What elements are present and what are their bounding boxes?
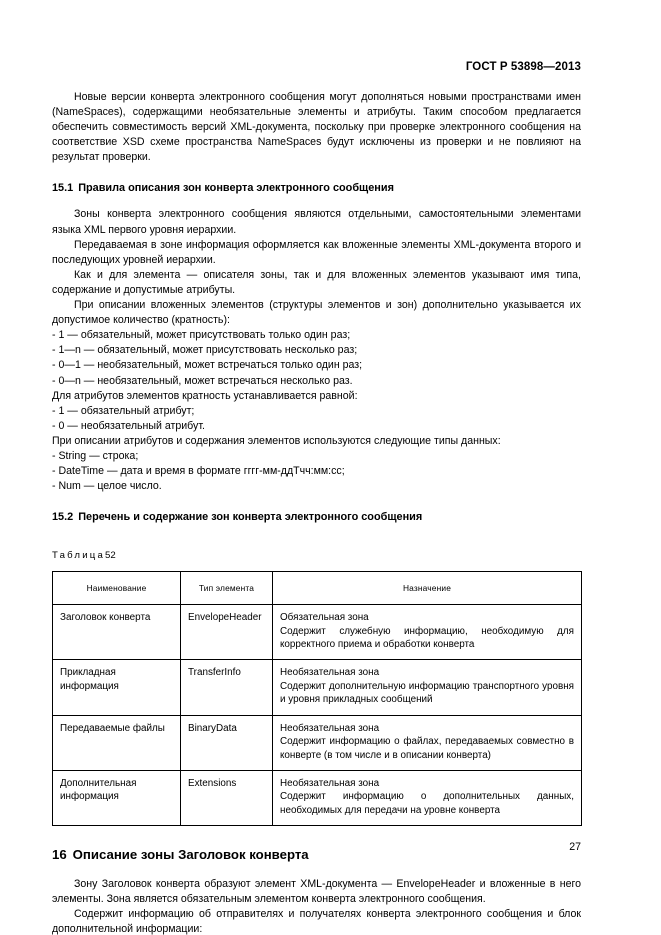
- page-body: [52, 90, 581, 935]
- cell-type: Extensions: [181, 770, 273, 825]
- section-16-paragraph-2: Содержит информацию об отправителях и получателях конверта электронного сообщения и блок дополнительной информации:: [52, 908, 581, 935]
- section-16-number: 16: [52, 847, 67, 863]
- table-row: [53, 770, 582, 825]
- cell-purpose: [273, 715, 582, 770]
- cell-purpose-line1: Необязательная зона: [280, 667, 380, 679]
- table-caption-label: Таблица: [52, 550, 106, 562]
- section-15-1-heading: [52, 181, 581, 196]
- table-row: [53, 605, 582, 660]
- table-row: [53, 660, 582, 715]
- cell-type: EnvelopeHeader: [181, 605, 273, 660]
- table-header-row: [53, 572, 582, 605]
- section-15-1-title: Правила описания зон конверта электронного сообщения: [78, 182, 394, 195]
- datatype-item-1: - String — строка;: [52, 449, 139, 462]
- cell-purpose: [273, 770, 582, 825]
- section-15-1-paragraph-4: При описании вложенных элементов (структуры элементов и зон) дополнительно указывается их допустимое количество (кратность):: [52, 299, 581, 327]
- running-header: ГОСТ Р 53898—2013: [465, 61, 581, 73]
- column-header-type: Тип элемента: [181, 572, 273, 605]
- cell-name: Прикладная информация: [53, 660, 181, 715]
- cell-name: Дополнительная информация: [53, 770, 181, 825]
- cell-purpose-line1: Необязательная зона: [280, 777, 380, 789]
- datatypes-lead-text: При описании атрибутов и содержания элементов используются следующие типы данных:: [52, 434, 501, 447]
- section-15-2-heading: [52, 510, 581, 525]
- multiplicity-item-1: - 1 — обязательный, может присутствовать только один раз;: [52, 329, 351, 342]
- section-16-paragraph-1: Зону Заголовок конверта образуют элемент XML-документа — EnvelopeHeader и вложенные в него элементы. Зона является обязательным элементом конверта электронного сообщения.: [52, 878, 581, 906]
- multiplicity-item-3: - 0—1 — необязательный, может встречаться только один раз;: [52, 359, 363, 372]
- cell-purpose-line2: Содержит информацию о файлах, передаваемых совместно в конверте (в том числе и в описании конверта): [280, 736, 574, 761]
- cell-type: TransferInfo: [181, 660, 273, 715]
- section-16-title: Описание зоны Заголовок конверта: [72, 847, 309, 863]
- attribute-item-1: - 1 — обязательный атрибут;: [52, 404, 195, 417]
- page-number: 27: [569, 841, 581, 853]
- table-caption-number: 52: [105, 550, 116, 562]
- cell-purpose-line2: Содержит служебную информацию, необходимую для корректного приема и обработки конверта: [280, 625, 574, 651]
- datatype-item-3: - Num — целое число.: [52, 480, 162, 493]
- section-15-1-number: 15.1: [52, 182, 74, 195]
- cell-purpose: [273, 660, 582, 715]
- section-15-1-paragraph-2: Передаваемая в зоне информация оформляется как вложенные элементы XML-документа второго и последующих уровней иерархии.: [52, 238, 581, 266]
- column-header-purpose: Назначение: [273, 572, 582, 605]
- multiplicity-item-4: - 0—n — необязательный, может встречаться несколько раз.: [52, 374, 353, 387]
- datatype-item-2: - DateTime — дата и время в формате гггг-мм-ддTчч:мм:сс;: [52, 465, 345, 478]
- table-row: [53, 715, 582, 770]
- column-header-name: Наименование: [53, 572, 181, 605]
- attribute-item-2: - 0 — необязательный атрибут.: [52, 419, 205, 432]
- zones-table: [52, 571, 582, 826]
- cell-type: BinaryData: [181, 715, 273, 770]
- section-15-2-number: 15.2: [52, 511, 74, 524]
- cell-purpose-line1: Обязательная зона: [280, 612, 369, 624]
- table-caption: [52, 549, 581, 562]
- intro-paragraph: Новые версии конверта электронного сообщения могут дополняться новыми пространствами имен (NameSpaces), содержащими необязательные элементы и атрибуты. Таким способом предлагается обеспечить совместимость версий XML-документа, поскольку при проверке электронного сообщения на соответствие XSD схеме пространства NameSpaces будут исключены из проверки и не повлияют на результат проверки.: [52, 91, 581, 164]
- cell-purpose-line2: Содержит дополнительную информацию транспортного уровня и уровня прикладных сообщений: [280, 680, 574, 706]
- attributes-lead-text: Для атрибутов элементов кратность устанавливается равной:: [52, 389, 358, 402]
- section-15-2-title: Перечень и содержание зон конверта электронного сообщения: [78, 511, 423, 524]
- section-15-1-paragraph-1: Зоны конверта электронного сообщения являются отдельными, самостоятельными элементами языка XML первого уровня иерархии.: [52, 208, 581, 236]
- cell-name: Передаваемые файлы: [53, 715, 181, 770]
- cell-name: Заголовок конверта: [53, 605, 181, 660]
- cell-purpose-line1: Необязательная зона: [280, 722, 380, 734]
- section-15-1-paragraph-3: Как и для элемента — описателя зоны, так и для вложенных элементов указывают имя типа, содержание и допустимые атрибуты.: [52, 268, 581, 296]
- cell-purpose: [273, 605, 582, 660]
- cell-purpose-line2: Содержит информацию о дополнительных данных, необходимых для передачи на уровне конверта: [280, 791, 574, 816]
- multiplicity-item-2: - 1—n — обязательный, может присутствовать несколько раз;: [52, 344, 358, 357]
